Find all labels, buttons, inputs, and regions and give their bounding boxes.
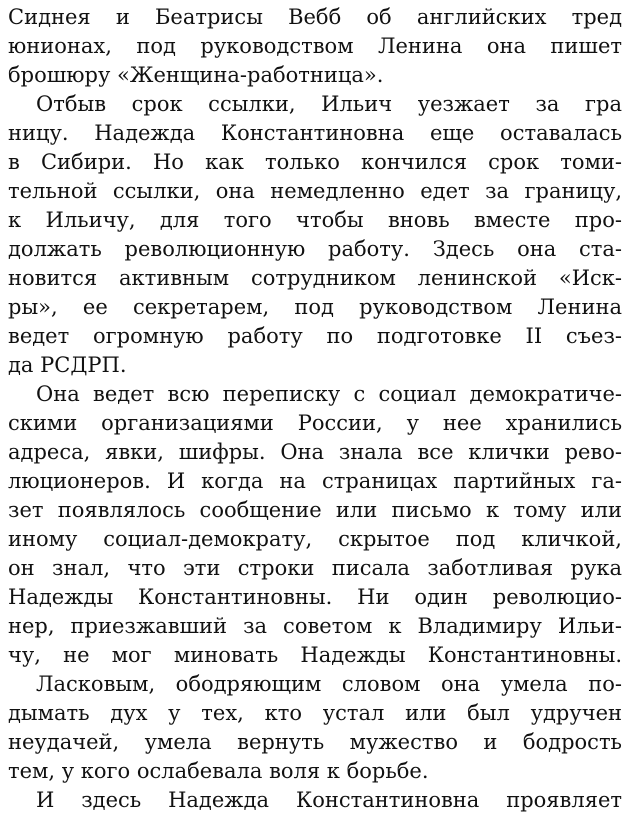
text-line: брошюру «Женщина-работница». [8,63,384,87]
text-line: к Ильичу, для того чтобы вновь вместе про- [8,208,622,232]
text-line: ведет огромную работу по подготовке II съез- [8,324,622,348]
text-line: должать революционную работу. Здесь она ста- [8,237,622,261]
paragraph-first-line: Отбыв срок ссылки, Ильич уезжает за гра [36,92,622,116]
text-line: чу, не мог миновать Надежды Константиновны. [8,643,622,667]
text-line: он знал, что эти строки писала заботливая рука [8,556,622,580]
text-line: скими организациями России, у нее хранились [8,411,622,435]
paragraph-first-line: Она ведет всю переписку с социал демократиче- [36,382,622,406]
text-line: люционеров. И когда на страницах партийных га- [8,469,622,493]
text-line: адреса, явки, шифры. Она знала все клички рево- [8,440,622,464]
text-line: новится активным сотрудником ленинской «Иск- [8,266,622,290]
text-line: нер, приезжавший за советом к Владимиру Ильи- [8,614,622,638]
text-line: иному социал-демократу, скрытое под кличкой, [8,527,622,551]
paragraph-first-line: Ласковым, ободряющим словом она умела по- [36,672,622,696]
text-line: Сиднея и Беатрисы Вебб об английских тред [8,5,622,29]
text-line: зет появлялось сообщение или письмо к тому или [8,498,622,522]
text-line: дымать дух у тех, кто устал или был удручен [8,701,622,725]
paragraph-first-line: И здесь Надежда Константиновна проявляет [36,788,622,812]
text-line: ницу. Надежда Константиновна еще оставалась [8,121,622,145]
text-line: тельной ссылки, она немедленно едет за границу, [8,179,622,203]
text-line: неудачей, умела вернуть мужество и бодрость [8,730,622,754]
text-line: Надежды Константиновны. Ни один революцио- [8,585,622,609]
text-line: да РСДРП. [8,353,127,377]
text-line: ры», ее секретарем, под руководством Ленина [8,295,622,319]
text-line: юнионах, под руководством Ленина она пишет [8,34,622,58]
text-line: тем, у кого ослабевала воля к борьбе. [8,759,429,783]
text-line: в Сибири. Но как только кончился срок томи- [8,150,622,174]
